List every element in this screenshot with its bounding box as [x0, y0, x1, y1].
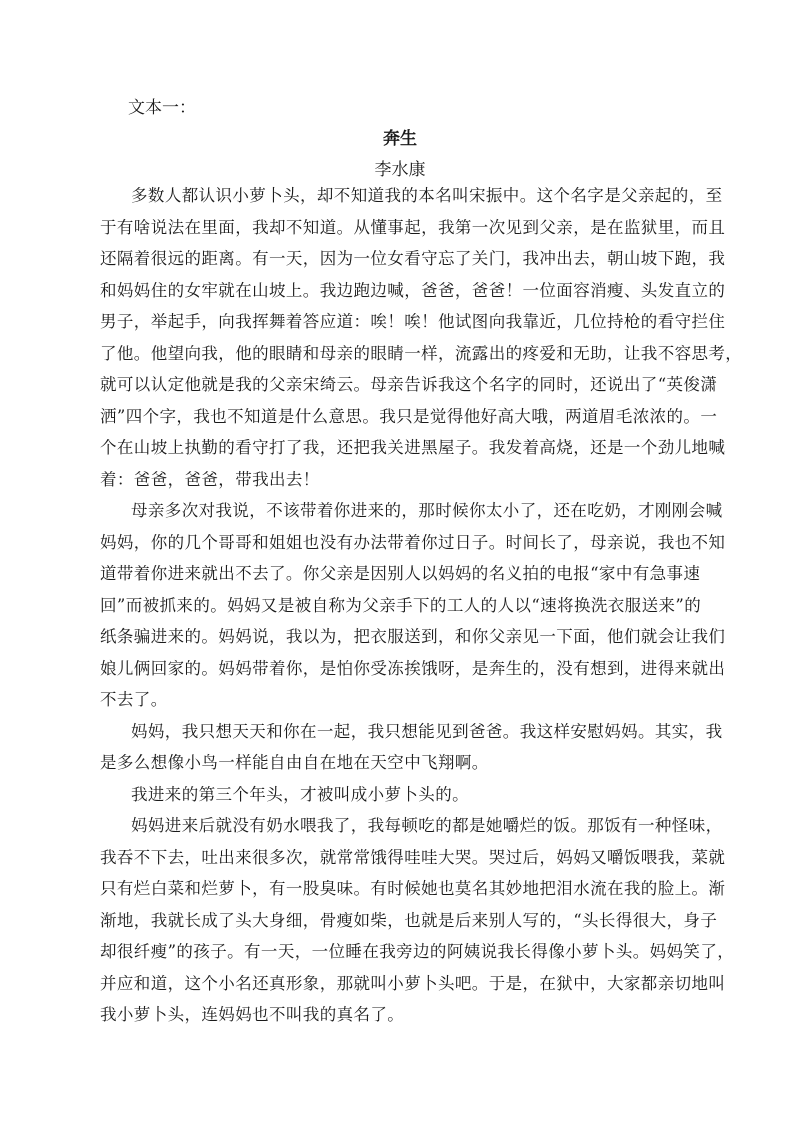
text-line: 并应和道，这个小名还真形象，那就叫小萝卜头吧。于是，在狱中，大家都亲切地叫 [100, 973, 726, 993]
text-line: 个在山坡上执勤的看守打了我，还把我关进黑屋子。我发着高烧，还是一个劲儿地喊 [100, 438, 726, 457]
text-line: 我吞不下去，吐出来很多次，就常常饿得哇哇大哭。哭过后，妈妈又嚼饭喂我，菜就 [100, 847, 726, 867]
text-line: 就可以认定他就是我的父亲宋绮云。母亲告诉我这个名字的同时，还说出了“英俊潇 [100, 375, 718, 394]
text-line: 纸条骗进来的。妈妈说，我以为，把衣服送到，和你父亲见一下面，他们就会让我们 [100, 627, 726, 646]
paragraph [100, 180, 743, 495]
paragraph [100, 779, 700, 811]
text-line: 着：爸爸，爸爸，带我出去！ [100, 469, 320, 489]
text-line: 多数人都认识小萝卜头，却不知道我的本名叫宋振中。这个名字是父亲起的，至 [131, 186, 723, 205]
text-line: 母亲多次对我说，不该带着你进来的，那时候你太小了，还在吃奶，才刚刚会喊 [131, 501, 723, 520]
text-line: 是多么想像小鸟一样能自由自在地在天空中飞翔啊。 [100, 753, 489, 772]
text-line: 还隔着很远的距离。有一天，因为一位女看守忘了关门，我冲出去，朝山坡下跑，我 [100, 249, 726, 268]
text-line: 妈妈，我只想天天和你在一起，我只想能见到爸爸。我这样安慰妈妈。其实，我 [131, 721, 723, 741]
text-line: 却很纤瘦”的孩子。有一天，一位睡在我旁边的阿姨说我长得像小萝卜头。妈妈笑了， [100, 942, 735, 961]
text-line: 回”而被抓来的。妈妈又是被自称为父亲手下的工人的人以“速将换洗衣服送来”的 [100, 595, 702, 615]
text-line: 和妈妈住的女牢就在山坡上。我边跑边喊，爸爸，爸爸！一位面容消瘦、头发直立的 [100, 280, 726, 300]
text-line: 洒”四个字，我也不知道是什么意思。我只是觉得他好高大哦，两道眉毛浓浓的。一 [100, 406, 718, 426]
text-line: 妈妈，你的几个哥哥和姐姐也没有办法带着你过日子。时间长了，母亲说，我也不知 [100, 532, 726, 552]
text-line: 于有啥说法在里面，我却不知道。从懂事起，我第一次见到父亲，是在监狱里，而且 [100, 217, 726, 237]
text-line: 了他。他望向我，他的眼睛和母亲的眼睛一样，流露出的疼爱和无助，让我不容思考， [100, 343, 743, 363]
article-author: 李水康 [374, 160, 426, 180]
text-line: 我进来的第三个年头，才被叫成小萝卜头的。 [131, 784, 469, 804]
text-line: 只有烂白菜和烂萝卜，有一股臭味。有时候她也莫名其妙地把泪水流在我的脸上。渐 [100, 879, 726, 898]
text-line: 道带着你进来就出不去了。你父亲是因别人以妈妈的名义拍的电报“家中有急事速 [100, 564, 701, 583]
text-line: 娘儿俩回家的。妈妈带着你，是怕你受冻挨饿呀，是奔生的，没有想到，进得来就出 [100, 658, 726, 678]
paragraph [100, 810, 735, 1031]
text-line: 渐地，我就长成了头大身细，骨瘦如柴，也就是后来别人写的，“头长得很大，身子 [100, 910, 718, 930]
paragraph [100, 716, 723, 779]
text-line: 不去了。 [100, 690, 168, 709]
paragraph [100, 495, 726, 716]
text-line: 我小萝卜头，连妈妈也不叫我的真名了。 [100, 1005, 405, 1024]
text-line: 妈妈进来后就没有奶水喂我了，我每顿吃的都是她嚼烂的饭。那饭有一种怪味， [131, 816, 723, 835]
article-title: 奔生 [383, 129, 417, 149]
article-body [100, 180, 743, 1031]
section-label: 文本一： [128, 98, 196, 118]
text-line: 男子，举起手，向我挥舞着答应道：唉！唉！他试图向我靠近，几位持枪的看守拦住 [100, 312, 726, 331]
